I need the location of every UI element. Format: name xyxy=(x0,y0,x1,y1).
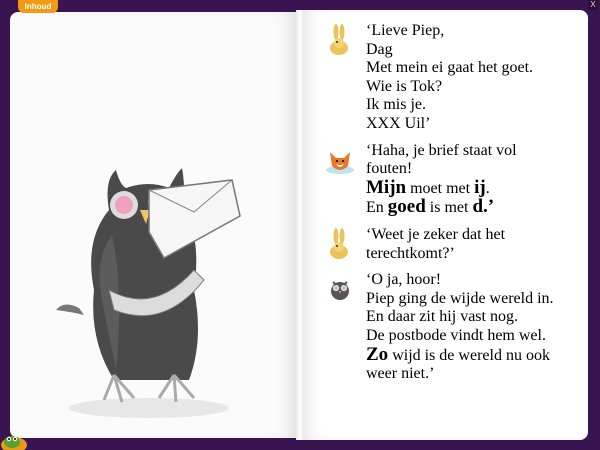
line-text: is met xyxy=(425,199,473,217)
owl-reading-letter-illustration xyxy=(54,140,254,420)
dialogue-block-fox xyxy=(324,142,594,218)
highlighted-word: Mijn xyxy=(366,176,407,198)
dialogue-line: Met mein ei gaat het goet. xyxy=(366,59,534,77)
dialogue-line: Piep ging de wijde wereld in. xyxy=(366,289,554,307)
dialogue-line: Dag xyxy=(366,40,393,58)
dialogue-block-rabbit-1 xyxy=(324,22,594,134)
dialogue-line: Wie is Tok? xyxy=(366,77,443,95)
frog-icon[interactable] xyxy=(0,430,30,450)
dialogue-line: XXX Uil’ xyxy=(366,114,431,132)
dialogue-line: fouten! xyxy=(366,160,413,178)
highlighted-word: Zo xyxy=(366,343,389,365)
dialogue-block-owl xyxy=(324,271,594,384)
line-text: . xyxy=(485,179,490,197)
dialogue-line: De postbode vindt hem wel. xyxy=(366,326,546,344)
highlighted-word: d.’ xyxy=(472,196,495,218)
highlighted-word: goed xyxy=(387,196,426,218)
dialogue-block-rabbit-2 xyxy=(324,226,594,263)
line-text: wijd is de wereld nu ook xyxy=(388,346,550,364)
highlighted-word: ij xyxy=(474,176,486,198)
dialogue-line: terechtkomt?’ xyxy=(366,244,455,262)
rabbit-icon[interactable] xyxy=(324,24,358,58)
close-button[interactable]: X xyxy=(588,0,598,10)
dialogue-line: En daar zit hij vast nog. xyxy=(366,308,518,326)
owl-icon[interactable] xyxy=(324,273,358,307)
dialogue-line: ‘Haha, je brief staat vol xyxy=(366,141,517,159)
dialogue-line: weer niet.’ xyxy=(366,365,435,383)
dialogue-line: ‘Weet je zeker dat het xyxy=(366,225,506,243)
contents-tab[interactable]: Inhoud xyxy=(18,0,58,13)
book-spine xyxy=(296,10,304,440)
dialogue-column xyxy=(324,22,594,392)
dialogue-line xyxy=(366,198,594,218)
dialogue-line: ‘Lieve Piep, xyxy=(366,22,445,39)
line-text: En xyxy=(366,199,388,217)
rabbit-icon[interactable] xyxy=(324,228,358,262)
dialogue-line xyxy=(366,343,594,366)
dialogue-line: Ik mis je. xyxy=(366,96,426,114)
fox-icon[interactable] xyxy=(324,144,358,178)
dialogue-line: ‘O ja, hoor! xyxy=(366,271,442,289)
line-text: moet met xyxy=(406,179,475,197)
